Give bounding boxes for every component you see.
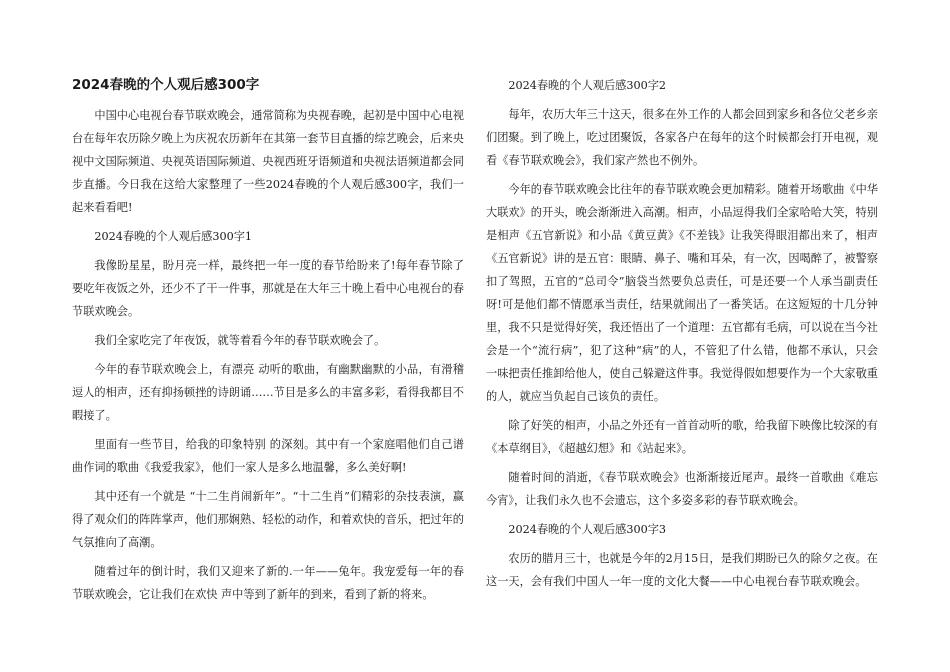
- section-heading: 2024春晚的个人观后感300字1: [94, 230, 253, 243]
- section-heading: 2024春晚的个人观后感300字2: [508, 79, 667, 92]
- paragraph: 我像盼星星，盼月亮一样，最终把一年一度的春节给盼来了!每年春节除了要吃年夜饭之外，还少不了干一件事，那就是在大年三十晚上看中心电视台的春节联欢晚会。: [72, 259, 464, 318]
- paragraph: 每年，农历大年三十这天，很多在外工作的人都会回到家乡和各位父老乡亲们团聚。到了晚上，吃过团聚饭，各家各户在每年的这个时候都会打开电视，观看《春节联欢晚会》，我们家产然也不例外。: [486, 108, 878, 167]
- section-heading: 2024春晚的个人观后感300字3: [508, 523, 667, 536]
- document-title: 2024春晚的个人观后感300字: [72, 77, 260, 93]
- paragraph: 随着过年的倒计时，我们又迎来了新的.一年——兔年。我宠爱每一年的春节联欢晚会，它让我们在欢快 声中等到了新年的到来，看到了新的将来。: [72, 565, 464, 601]
- paragraph: 其中还有一个就是 “十二生肖闹新年”。“十二生肖”们精彩的杂技表演，赢得了观众们的阵阵掌声，他们那娴熟、轻松的动作，和着欢快的音乐，把过年的气氛推向了高潮。: [72, 490, 464, 549]
- paragraph: 今年的春节联欢晚会上，有漂亮 动听的歌曲，有幽默幽默的小品，有滑稽逗人的相声，还有抑扬顿挫的诗朗诵……节目是多么的丰富多彩，看得我都目不暇接了。: [72, 363, 464, 422]
- right-column-body: [486, 74, 878, 593]
- left-column: [72, 76, 464, 612]
- paragraph: 随着时间的消逝，《春节联欢晚会》也渐渐接近尾声。最终一首歌曲《难忘今宵》，让我们永久也不会遗忘，这个多姿多彩的春节联欢晚会。: [486, 471, 878, 507]
- paragraph: 中国中心电视台春节联欢晚会，通常简称为央视春晚，起初是中国中心电视台在每年农历除夕晚上为庆祝农历新年在其第一套节目直播的综艺晚会，后来央视中文国际频道、央视英语国际频道、央视西班牙语频道和央视法语频道都会同步直播。今日我在这给大家整理了一些2024春晚的个人观后感300字，我们一起来看看吧!: [72, 109, 464, 214]
- left-column-body: [72, 104, 464, 606]
- paragraph: 除了好笑的相声，小品之外还有一首首动听的歌，给我留下映像比较深的有《本草纲目》，《超越幻想》和《站起来》。: [486, 419, 878, 455]
- paragraph: 农历的腊月三十，也就是今年的2月15日，是我们期盼已久的除夕之夜。在这一天，会有我们中国人一年一度的文化大餐——中心电视台春节联欢晚会。: [486, 552, 878, 588]
- paragraph: 今年的春节联欢晚会比往年的春节联欢晚会更加精彩。随着开场歌曲《中华大联欢》的开头，晚会渐渐进入高潮。相声，小品逗得我们全家哈哈大笑，特别是相声《五官新说》和小品《黄豆黄》《不差钱》让我笑得眼泪都出来了，相声《五官新说》讲的是五官：眼睛、鼻子、嘴和耳朵，有一次，因喝醉了，被警察扣了驾照，五官的“总司令”脑袋当然要负总责任，可是还要一个人承当副责任呀!可是他们都不情愿承当责任，结果就闹出了一番笑话。在这短短的十几分钟里，我不只是觉得好笑，我还悟出了一个道理：五官都有毛病，可以说在当今社会是一个“流行病”，犯了这种“病”的人，不管犯了什么错，他都不承认，只会一味把责任推卸给他人，使自己躲避这件事。我觉得假如想要作为一个大家敬重的人，就应当负起自己该负的责任。: [486, 183, 878, 403]
- paragraph: 我们全家吃完了年夜饭，就等着看今年的春节联欢晚会了。: [94, 334, 386, 347]
- right-column: [486, 74, 878, 599]
- paragraph: 里面有一些节目，给我的印象特别 的深刻。其中有一个家庭唱他们自己谱曲作词的歌曲《我爱我家》，他们一家人是多么地温馨，多么美好啊!: [72, 438, 464, 474]
